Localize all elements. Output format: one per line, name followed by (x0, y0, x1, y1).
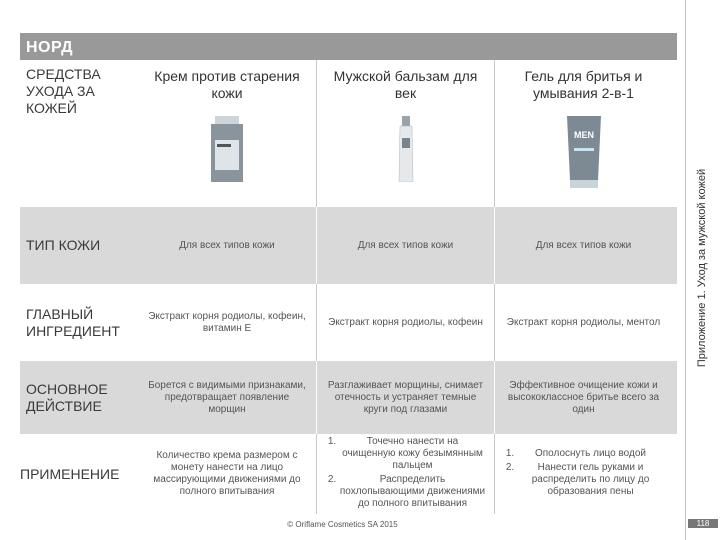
usage-step: 2. Нанести гель руками и распределить по лицу до образования пены (517, 462, 664, 498)
shave-gel-tube-image (564, 116, 604, 188)
usage-cell-1: Количество крема размером с монету нанести на лицо массирующими движениями до полного впитывания (153, 450, 301, 497)
usage-step: 1. Точечно нанести на очищенную кожу безымянным пальцем (339, 436, 486, 472)
skin-type-cell-3: Для всех типов кожи (494, 207, 672, 284)
product-cell-eye-balm (316, 60, 494, 207)
product-cell-cream (138, 60, 316, 207)
row-label-skin-type: ТИП КОЖИ (26, 237, 101, 253)
usage-step: 2. Распределить похлопывающими движениями до полного впитывания (339, 474, 486, 510)
men-badge: MEN (573, 130, 594, 140)
cream-jar-image (207, 116, 247, 182)
product-name-eye-balm: Мужской бальзам для век (333, 68, 478, 101)
usage-steps-eye-balm (325, 436, 486, 512)
page-number: 118 (688, 519, 718, 528)
side-label: Приложение 1. Уход за мужской кожей (696, 168, 708, 368)
usage-step: 1. Ополоснуть лицо водой (517, 448, 664, 460)
page-title: НОРД (26, 39, 74, 56)
row-label-usage: ПРИМЕНЕНИЕ (20, 465, 120, 482)
skin-type-row (20, 207, 677, 284)
row-label-ingredient: ГЛАВНЫЙ ИНГРЕДИЕНТ (26, 305, 120, 339)
action-cell-1: Борется с видимыми признаками, предотвращает появление морщин (148, 379, 306, 415)
usage-cell-3 (494, 434, 672, 514)
ingredient-cell-2: Экстракт корня родиолы, кофеин (316, 284, 494, 361)
usage-row (20, 434, 677, 514)
skin-type-cell-2: Для всех типов кожи (316, 207, 494, 284)
row-label-care-products: СРЕДСТВА УХОДА ЗА КОЖЕЙ (26, 66, 101, 116)
action-cell-2: Разглаживает морщины, снимает отечность и устраняет темные круги под глазами (316, 361, 494, 434)
action-cell-3: Эффективное очищение кожи и высококлассное бритье всего за один (494, 361, 672, 434)
skin-type-cell-1: Для всех типов кожи (179, 239, 275, 251)
action-row (20, 361, 677, 434)
product-name-cream: Крем против старения кожи (154, 68, 300, 101)
usage-steps-shave-gel (503, 448, 664, 500)
product-name-shave-gel: Гель для бритья и умывания 2-в-1 (524, 68, 643, 101)
product-cell-shave-gel (494, 60, 672, 207)
row-label-action: ОСНОВНОЕ ДЕЙСТВИЕ (26, 380, 108, 414)
eye-balm-tube-image (396, 116, 416, 182)
title-bar (20, 33, 677, 60)
usage-cell-2 (316, 434, 494, 514)
ingredient-cell-3: Экстракт корня родиолы, ментол (494, 284, 672, 361)
ingredient-row (20, 284, 677, 361)
copyright: © Oriflame Cosmetics SA 2015 (287, 520, 398, 529)
header-row (20, 60, 677, 207)
ingredient-cell-1: Экстракт корня родиолы, кофеин, витамин Е (148, 310, 306, 334)
